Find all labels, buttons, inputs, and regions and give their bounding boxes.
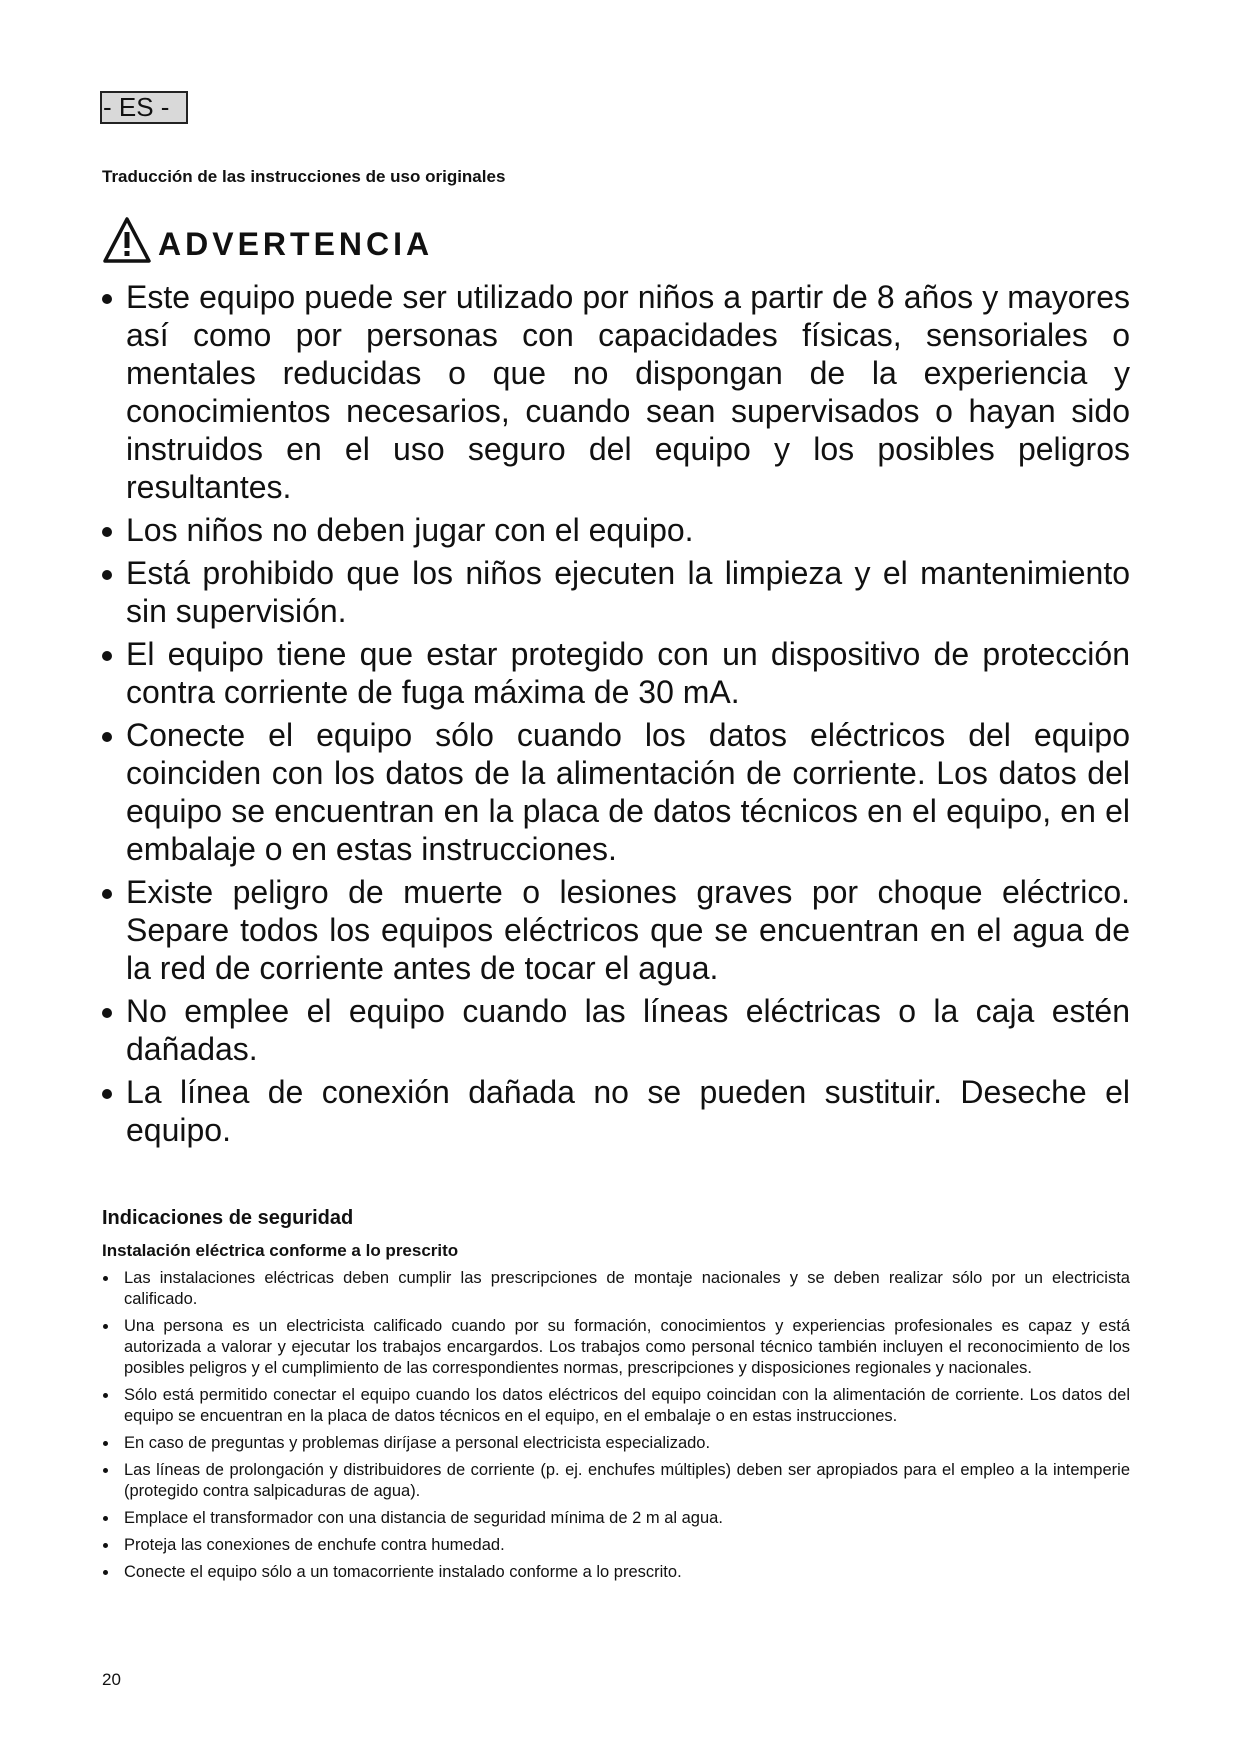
safety-item: Emplace el transformador con una distancia de seguridad mínima de 2 m al agua. — [100, 1508, 1130, 1529]
safety-list — [100, 1268, 1130, 1589]
warning-item: No emplee el equipo cuando las líneas eléctricas o la caja estén dañadas. — [100, 992, 1130, 1068]
warning-item: Los niños no deben jugar con el equipo. — [100, 511, 1130, 549]
warning-item: El equipo tiene que estar protegido con un dispositivo de protección contra corriente de fuga máxima de 30 mA. — [100, 635, 1130, 711]
warning-item: La línea de conexión dañada no se pueden sustituir. Deseche el equipo. — [100, 1073, 1130, 1149]
safety-item: Las instalaciones eléctricas deben cumplir las prescripciones de montaje nacionales y se deben realizar sólo por un electricista calificado. — [100, 1268, 1130, 1310]
safety-item: Conecte el equipo sólo a un tomacorriente instalado conforme a lo prescrito. — [100, 1562, 1130, 1583]
safety-item: Una persona es un electricista calificado cuando por su formación, conocimientos y experiencias profesionales es capaz y está autorizada a valorar y ejecutar los trabajos encargardos. Los trabajos como personal técnico también incluyen el reconocimiento de los posibles peligros y el cumplimiento de las correspondientes normas, prescripciones y disposiciones regionales y nacionales. — [100, 1316, 1130, 1379]
warning-item: Este equipo puede ser utilizado por niños a partir de 8 años y mayores así como por personas con capacidades físicas, sensoriales o mentales reducidas o que no dispongan de la experiencia y conocimientos necesarios, cuando sean supervisados o hayan sido instruidos en el uso seguro del equipo y los posibles peligros resultantes. — [100, 278, 1130, 506]
section-subtitle: Instalación eléctrica conforme a lo prescrito — [102, 1241, 459, 1260]
section-title: Indicaciones de seguridad — [102, 1207, 354, 1229]
page-number: 20 — [102, 1670, 121, 1689]
safety-item: Las líneas de prolongación y distribuidores de corriente (p. ej. enchufes múltiples) deben ser apropiados para el empleo a la intemperie (protegido contra salpicaduras de agua). — [100, 1460, 1130, 1502]
warning-header — [102, 212, 433, 264]
document-subtitle: Traducción de las instrucciones de uso originales — [102, 167, 506, 186]
warning-item: Está prohibido que los niños ejecuten la limpieza y el mantenimiento sin supervisión. — [100, 554, 1130, 630]
warning-item: Conecte el equipo sólo cuando los datos eléctricos del equipo coinciden con los datos de la alimentación de corriente. Los datos del equipo se encuentran en la placa de datos técnicos en el equipo, en el embalaje o en estas instrucciones. — [100, 716, 1130, 868]
safety-item: En caso de preguntas y problemas diríjase a personal electricista especializado. — [100, 1433, 1130, 1454]
safety-item: Sólo está permitido conectar el equipo cuando los datos eléctricos del equipo coincidan con la alimentación de corriente. Los datos del equipo se encuentran en la placa de datos técnicos en el equipo, en el embalaje o en estas instrucciones. — [100, 1385, 1130, 1427]
warning-triangle-icon — [102, 216, 152, 264]
warning-list — [100, 278, 1130, 1154]
language-tag: - ES - — [100, 91, 188, 124]
warning-item: Existe peligro de muerte o lesiones graves por choque eléctrico. Separe todos los equipos eléctricos que se encuentran en el agua de la red de corriente antes de tocar el agua. — [100, 873, 1130, 987]
safety-item: Proteja las conexiones de enchufe contra humedad. — [100, 1535, 1130, 1556]
warning-title: ADVERTENCIA — [158, 226, 434, 262]
